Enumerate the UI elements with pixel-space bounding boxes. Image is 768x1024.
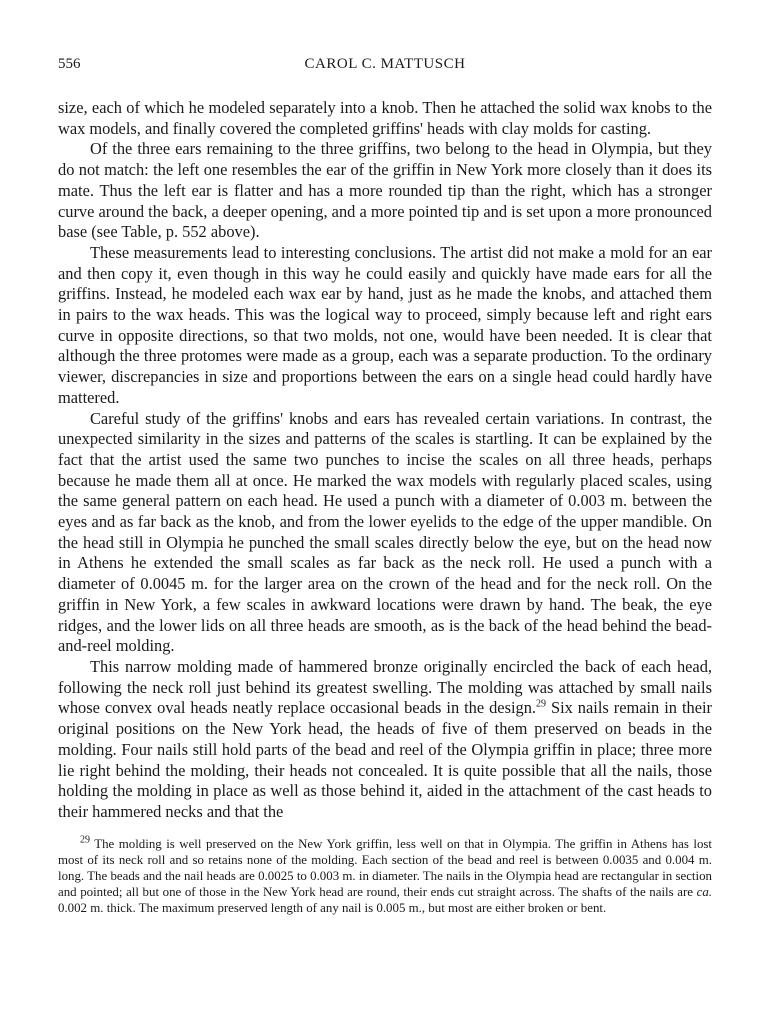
footnote-text: 0.002 m. thick. The maximum preserved length of any nail is 0.005 m., but most are either broken or bent. (58, 900, 607, 915)
footnote-number: 29 (80, 834, 90, 846)
page-header (58, 56, 712, 78)
paragraph: size, each of which he modeled separately into a knob. Then he attached the solid wax knobs to the wax models, and finally covered the completed griffins' heads with clay molds for casting. (58, 98, 712, 138)
paragraph-text: This narrow molding made of hammered bronze originally encircled the back of each head, following the neck roll just behind its greatest swelling. The molding was attached by small nails whose convex oval heads neatly replace occasional beads in the design. (58, 656, 712, 718)
paragraph: Of the three ears remaining to the three griffins, two belong to the head in Olympia, but they do not match: the left one resembles the ear of the griffin in New York more closely than it does its mate. Thus the left ear is flatter and has a more rounded tip than the right, which has a stronger curve around the back, a deeper opening, and a more pointed tip and is set upon a more pronounced base (see Table, p. 552 above). (58, 139, 712, 242)
page-number: 556 (58, 56, 81, 72)
paragraph (58, 657, 712, 823)
running-title: CAROL C. MATTUSCH (304, 56, 466, 72)
footnote-text: The molding is well preserved on the New York griffin, less well on that in Olympia. The griffin in Athens has lost most of its neck roll and so retains none of the molding. Each section of the bead and reel is between 0.0035 and 0.004 m. long. The beads and the nail heads are 0.0025 to 0.003 m. in diameter. The nails in the Olympia head are rectangular in section and pointed; all but one of those in the New York head are round, their ends cut straight across. The shafts of the nails are (58, 836, 712, 899)
paragraph: These measurements lead to interesting conclusions. The artist did not make a mold for an ear and then copy it, even though in this way he could easily and quickly have made ears for all the griffins. Instead, he modeled each wax ear by hand, just as he made the knobs, and attached them in pairs to the wax heads. This was the logical way to proceed, simply because left and right ears curve in opposite directions, so that two molds, not one, would have been needed. It is clear that although the three protomes were made as a group, each was a separate production. To the ordinary viewer, discrepancies in size and proportions between the ears on a single head could hardly have mattered. (58, 242, 712, 407)
footnote (58, 836, 712, 916)
footnote-italic: ca. (696, 884, 712, 899)
footnote-reference: 29 (536, 698, 546, 710)
page (58, 56, 712, 916)
paragraph-text: Six nails remain in their original positions on the New York head, the heads of five of them preserved on beads in the molding. Four nails still hold parts of the bead and reel of the Olympia griffin in place; three more lie right behind the molding, their heads not concealed. It is quite possible that all the nails, those holding the molding in place as well as those behind it, aided in the attachment of the cast heads to their hammered necks and that the (58, 698, 712, 821)
footnotes (58, 836, 712, 916)
paragraph: Careful study of the griffins' knobs and ears has revealed certain variations. In contrast, the unexpected similarity in the sizes and patterns of the scales is startling. It can be explained by the fact that the artist used the same two punches to incise the scales on all three heads, perhaps because he made them all at once. He marked the wax models with regularly placed scales, using the same general pattern on each head. He used a punch with a diameter of 0.003 m. between the eyes and as far back as the knob, and from the lower eyelids to the edge of the upper mandible. On the head still in Olympia he punched the small scales directly below the eye, but on the head now in Athens he extended the small scales as far back as the neck roll. He used a punch with a diameter of 0.0045 m. for the larger area on the crown of the head and for the neck roll. On the griffin in New York, a few scales in awkward locations were drawn by hand. The beak, the eye ridges, and the lower lids on all three heads are smooth, as is the back of the head behind the bead-and-reel molding. (58, 408, 712, 656)
body-text (58, 98, 712, 823)
